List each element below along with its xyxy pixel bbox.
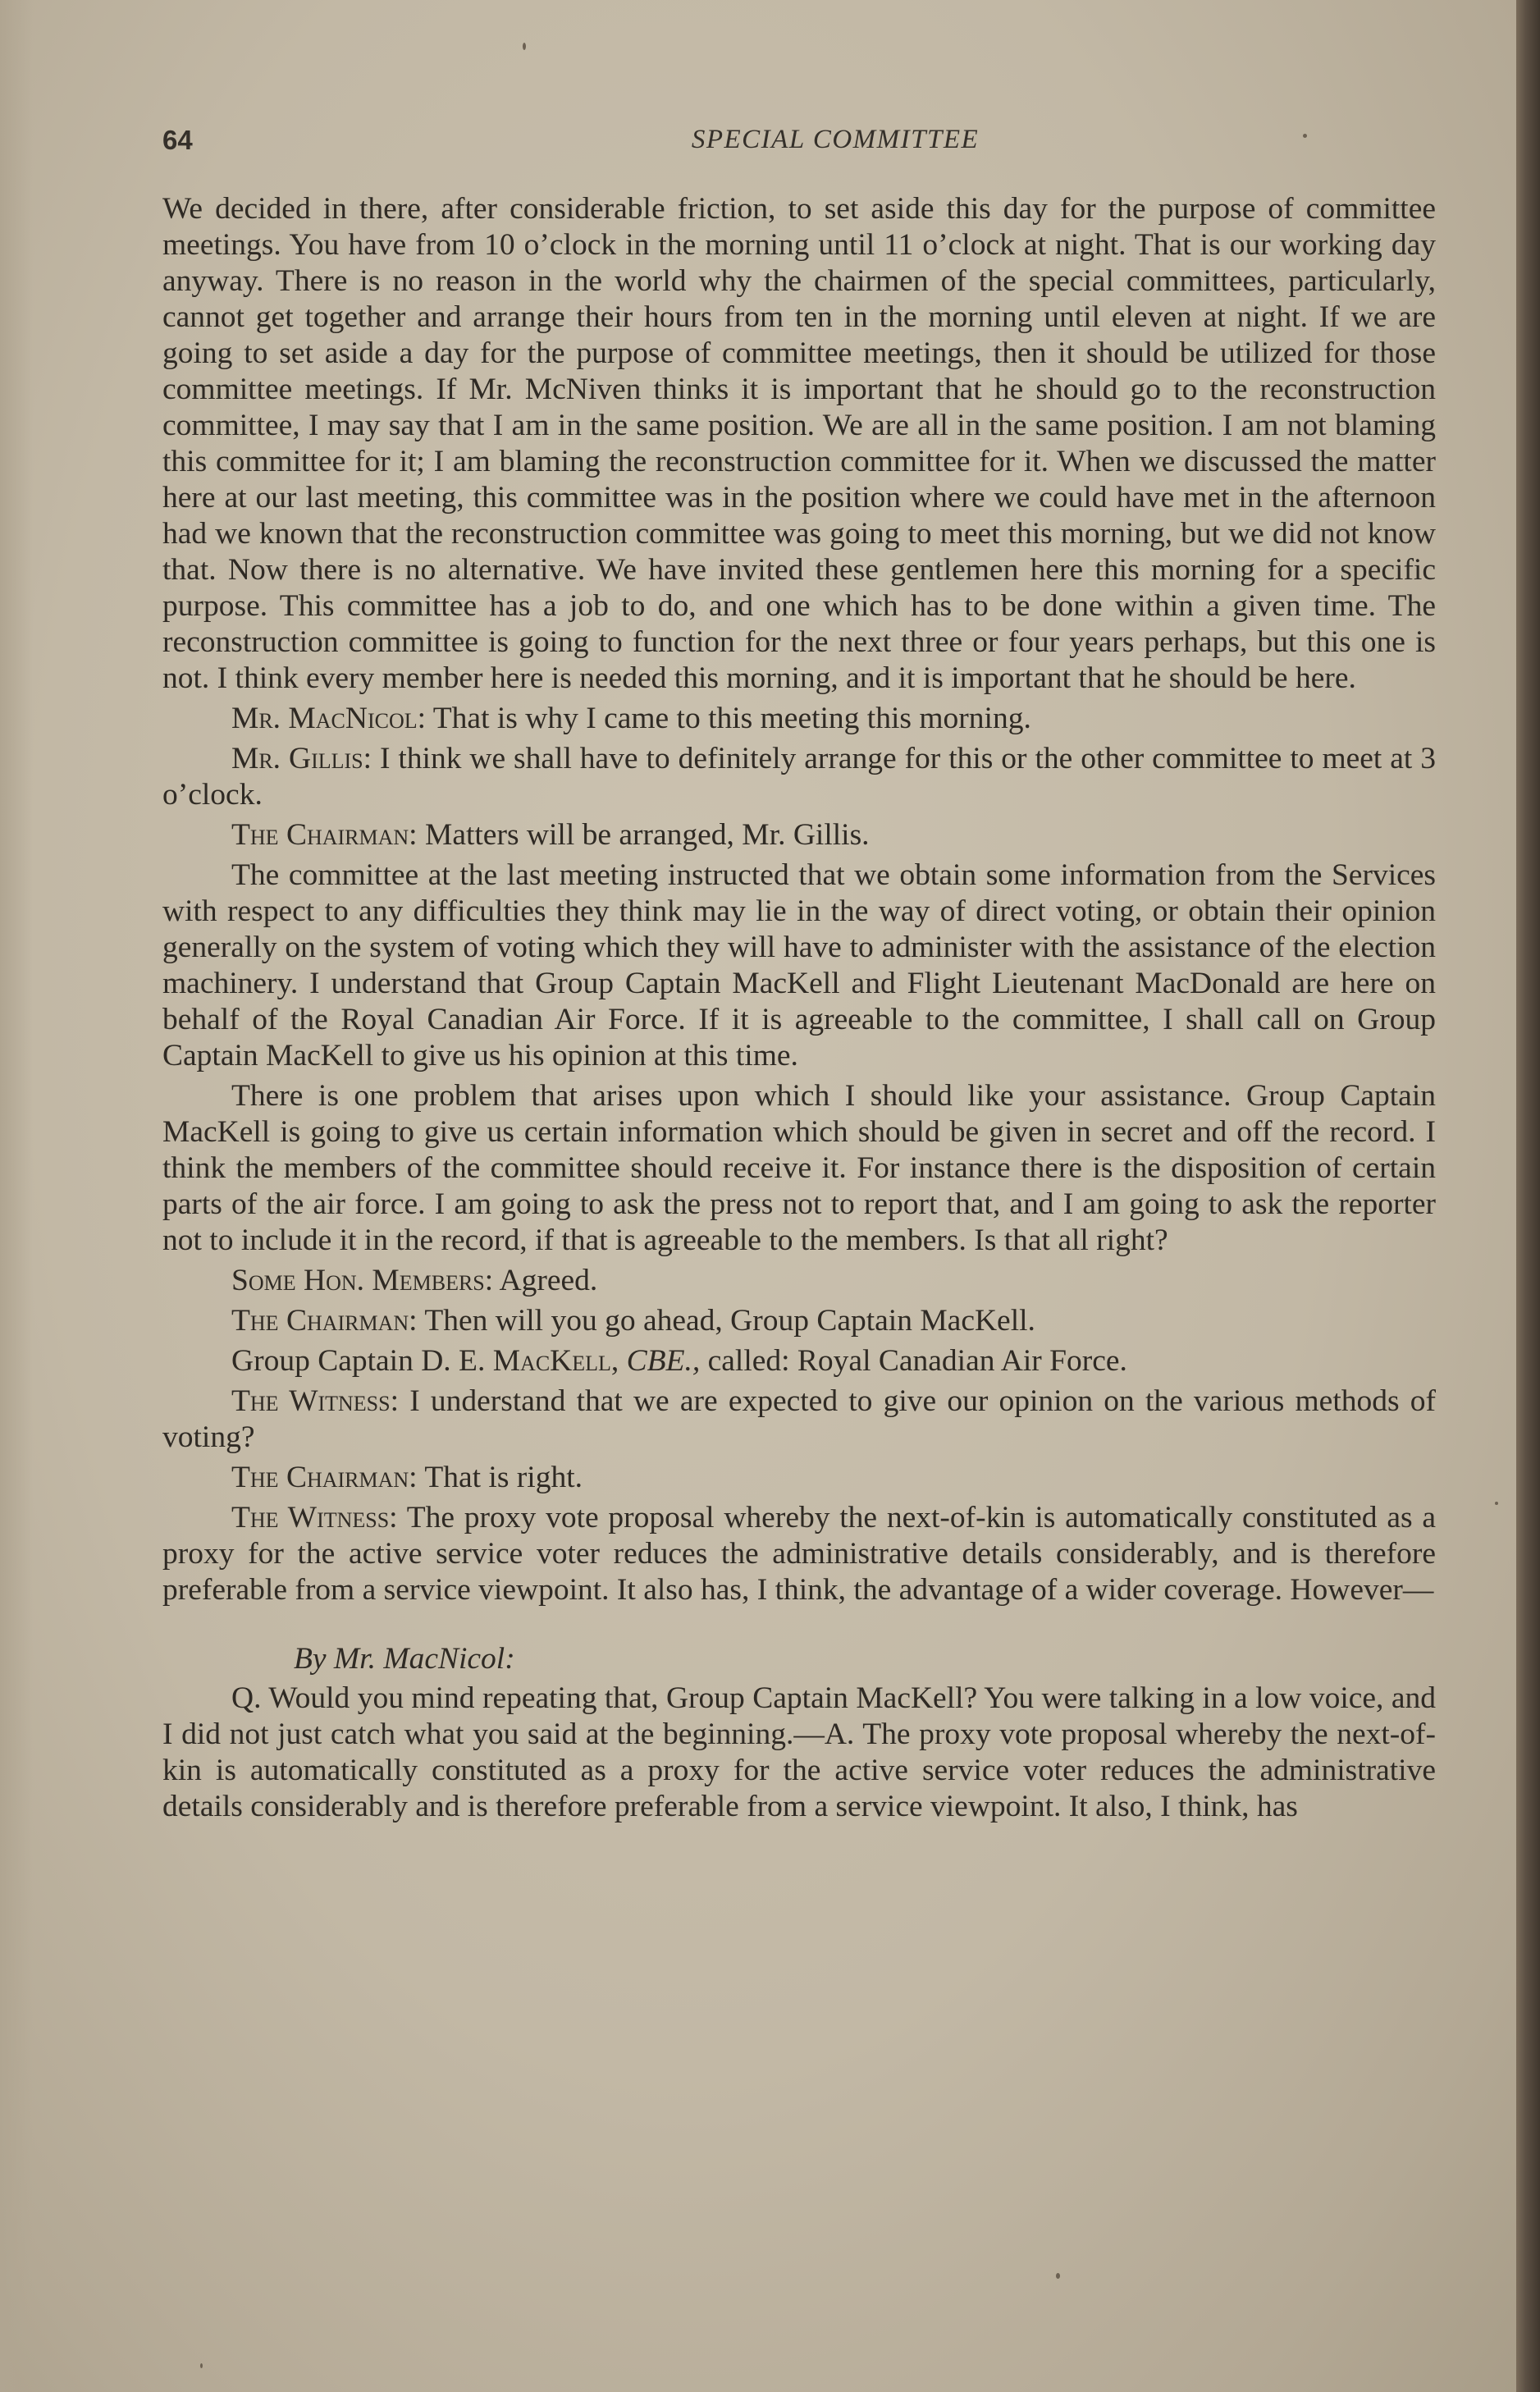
speech-paragraph — [162, 741, 1436, 813]
paper-speck — [1056, 2273, 1060, 2279]
speech-paragraph — [162, 1263, 1436, 1299]
speech-paragraph — [162, 701, 1436, 737]
page-edge — [1516, 0, 1540, 2392]
paper-speck — [1303, 134, 1307, 138]
paragraph: There is one problem that arises upon which I should like your assistance. Group Captain MacKell is going to give us certain information which should be given in secret and off the record. I think the members of the committee should receive it. For instance there is the disposition of certain parts of the air force. I am going to ask the press not to report that, and I am going to ask the reporter not to include it in the record, if that is agreeable to the members. Is that all right? — [162, 1079, 1436, 1257]
speaker-name: Mr. Gillis: — [231, 742, 372, 775]
speaker-name: The Witness: — [231, 1501, 398, 1534]
speech-text: Agreed. — [499, 1264, 598, 1297]
body-text — [162, 191, 1436, 1829]
speaker-name: Mr. MacNicol: — [231, 702, 427, 735]
page-shadow — [0, 0, 33, 2392]
witness-rank: Group Captain D. E. — [231, 1344, 486, 1378]
speech-text: That is right. — [424, 1461, 583, 1494]
speech-text: Matters will be arranged, Mr. Gillis. — [424, 818, 870, 852]
speech-text: That is why I came to this meeting this morning. — [432, 702, 1031, 735]
speech-paragraph — [162, 1303, 1436, 1339]
paper-speck — [200, 2363, 203, 2368]
speech-paragraph — [162, 1460, 1436, 1496]
speaker-name: Some Hon. Members: — [231, 1264, 494, 1297]
speech-text: called: Royal Canadian Air Force. — [707, 1344, 1127, 1378]
speech-paragraph — [162, 1500, 1436, 1608]
speech-paragraph — [162, 1384, 1436, 1456]
witness-name: MacKell, — [492, 1344, 619, 1378]
speech-paragraph — [162, 817, 1436, 853]
speaker-name: The Witness: — [231, 1384, 399, 1418]
speaker-name: The Chairman: — [231, 818, 418, 852]
speech-text: The proxy vote proposal whereby the next-of-kin is automatically constituted as a proxy for the active service voter reduces the administrative details considerably, and is therefore preferable from a service viewpoint. It also has, I think, the advantage of a wider coverage. However— — [162, 1501, 1436, 1607]
speaker-name: The Chairman: — [231, 1304, 418, 1338]
paragraph: We decided in there, after considerable friction, to set aside this day for the purpose of committee meetings. You have from 10 o’clock in the morning until 11 o’clock at night. That is our working day anyway. There is no reason in the world why the chairmen of the special committees, particularly, cannot get together and arrange their hours from ten in the morning until eleven at night. If we are going to set aside a day for the purpose of committee meetings, then it should be utilized for those committee meetings. If Mr. McNiven thinks it is important that he should go to the reconstruction committee, I may say that I am in the same position. We are all in the same position. I am not blaming this committee for it; I am blaming the reconstruction committee for it. When we discussed the matter here at our last meeting, this committee was in the position where we could have met in the afternoon had we known that the reconstruction committee was going to meet this morning, but we did not know that. Now there is no alternative. We have invited these gentlemen here this morning for a specific purpose. This committee has a job to do, and one which has to be done within a given time. The reconstruction committee is going to function for the next three or four years perhaps, but this one is not. I think every member here is needed this morning, and it is important that he should be here. — [162, 192, 1436, 695]
witness-honour: CBE., — [626, 1344, 701, 1378]
page-number: 64 — [162, 125, 193, 155]
paper-speck — [523, 43, 526, 50]
paragraph: The committee at the last meeting instructed that we obtain some information from the Services with respect to any difficulties they think may lie in the way of direct voting, or obtain their opinion generally on the system of voting which they will have to administer with the assistance of the election machinery. I understand that Group Captain MacKell and Flight Lieutenant MacDonald are here on behalf of the Royal Canadian Air Force. If it is agreeable to the committee, I shall call on Group Captain MacKell to give us his opinion at this time. — [162, 858, 1436, 1073]
speech-text: I think we shall have to definitely arrange for this or the other committee to meet at 3 o’clock. — [162, 742, 1437, 812]
speech-text: I understand that we are expected to give our opinion on the various methods of voting? — [162, 1384, 1436, 1454]
speaker-name: The Chairman: — [231, 1461, 418, 1494]
witness-called-line — [162, 1343, 1436, 1379]
speech-text: Then will you go ahead, Group Captain MacKell. — [424, 1304, 1035, 1338]
question-answer-paragraph: Q. Would you mind repeating that, Group Captain MacKell? You were talking in a low voice, and I did not just catch what you said at the beginning.—A. The proxy vote proposal whereby the next-of-kin is automatically constituted as a proxy for the active service voter reduces the administrative details considerably and is therefore preferable from a service viewpoint. It also, I think, has — [162, 1681, 1436, 1823]
running-title: SPECIAL COMMITTEE — [691, 125, 980, 154]
paper-speck — [1495, 1502, 1498, 1505]
examination-subheading: By Mr. MacNicol: — [294, 1642, 515, 1676]
running-header — [162, 125, 1442, 166]
